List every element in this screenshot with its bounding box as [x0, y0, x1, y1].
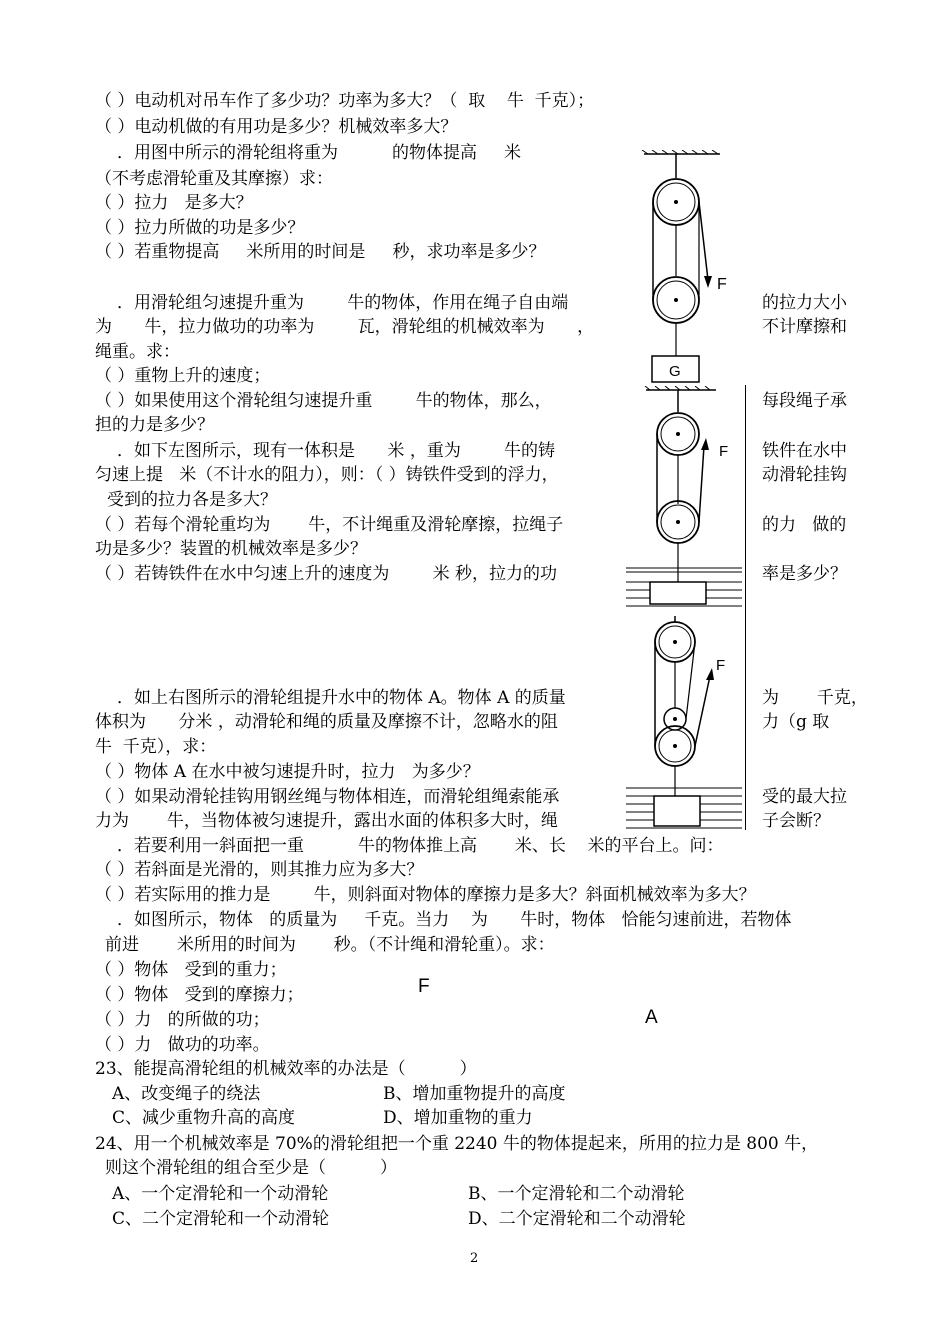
q2-part2: （ ）拉力所做的功是多少？ [95, 218, 305, 238]
page-number: 2 [470, 1251, 479, 1266]
q5-part2-right: 受的最大拉 [762, 787, 847, 807]
pulley-figure-2 [620, 386, 745, 616]
q4-part3: （ ）若铸铁件在水中匀速上升的速度为 米 秒，拉力的功 [95, 564, 558, 584]
q23-option-d: D、增加重物的重力 [383, 1108, 533, 1128]
q24-option-b: B、一个定滑轮和二个动滑轮 [468, 1184, 685, 1204]
q4-stem-line2-right: 动滑轮挂钩 [762, 465, 847, 485]
q2-stem: ．用图中所示的滑轮组将重为 的物体提高 米 [117, 143, 522, 163]
q7-force-label: F [418, 976, 430, 997]
q5-part2: （ ）如果动滑轮挂钩用钢丝绳与物体相连，而滑轮组绳索能承 [95, 787, 560, 807]
q3-stem-line2-right: 不计摩擦和 [762, 317, 847, 337]
q23-option-c: C、减少重物升高的高度 [112, 1108, 296, 1128]
fig3-force-label: F [716, 657, 726, 674]
q24-option-c: C、二个定滑轮和一个动滑轮 [112, 1209, 330, 1229]
q6-stem: ．若要利用一斜面把一重 牛的物体推上高 米、长 米的平台上。问： [117, 836, 724, 856]
q5-part2-cont-right: 子会断？ [762, 811, 830, 831]
q7-stem-line2: 前进 米所用的时间为 秒。（不计绳和滑轮重）。求： [105, 935, 555, 955]
q2-part1: （ ）拉力 是多大？ [95, 193, 253, 213]
q7-object-label: A [645, 1007, 658, 1028]
q7-part1: （ ）物体 受到的重力； [95, 960, 287, 980]
q3-part2-cont: 担的力是多少？ [95, 415, 214, 435]
q4-stem: ．如下左图所示，现有一体积是 米 ，重为 牛的铸 [117, 441, 556, 461]
q24-option-d: D、二个定滑轮和二个动滑轮 [468, 1209, 686, 1229]
q7-stem: ．如图所示，物体 的质量为 千克。当力 为 牛时，物体 恰能匀速前进，若物体 [117, 910, 792, 930]
q4-stem-line2: 匀速上提 米（不计水的阻力），则：（ ）铸铁件受到的浮力， [95, 465, 559, 485]
column-divider [745, 385, 746, 830]
q3-stem-right: 的拉力大小 [762, 293, 847, 313]
q5-stem-line2-right: 力（g 取 [762, 712, 830, 732]
q5-part1: （ ）物体 A 在水中被匀速提升时，拉力 为多少？ [95, 762, 480, 782]
q2-part3: （ ）若重物提高 米所用的时间是 秒，求功率是多少？ [95, 242, 546, 262]
q4-stem-line3: 受到的拉力各是多大？ [107, 490, 277, 510]
q2-stem-cont: （不考虑滑轮重及其摩擦）求： [95, 169, 333, 189]
q23-option-a: A、改变绳子的绕法 [112, 1084, 261, 1104]
q5-part2-cont: 力为 牛，当物体被匀速提升，露出水面的体积多大时，绳 [95, 811, 558, 831]
q4-part3-right: 率是多少？ [762, 564, 847, 584]
q3-part1: （ ）重物上升的速度； [95, 366, 271, 386]
q23-option-b: B、增加重物提升的高度 [383, 1084, 566, 1104]
fig1-force-label: F [717, 276, 727, 293]
q3-part2-right: 每段绳子承 [762, 391, 847, 411]
q24-option-a: A、一个定滑轮和一个动滑轮 [112, 1184, 329, 1204]
q1-part2: （ ）电动机做的有用功是多少？机械效率多大？ [95, 117, 458, 137]
q5-stem-right: 为 千克， [762, 688, 868, 708]
q4-part2-cont: 功是多少？装置的机械效率是多少？ [95, 539, 367, 559]
fig1-weight-label: G [669, 363, 681, 380]
q24-stem: 24、用一个机械效率是 70%的滑轮组把一个重 2240 牛的物体提起来，所用的拉力是 800 牛， [95, 1134, 819, 1154]
q6-part1: （ ）若斜面是光滑的，则其推力应为多大？ [95, 860, 424, 880]
q4-part2: （ ）若每个滑轮重均为 牛，不计绳重及滑轮摩擦，拉绳子 [95, 515, 564, 535]
q7-part3: （ ）力 的所做的功； [95, 1010, 270, 1030]
pulley-figure-1 [636, 150, 726, 390]
pulley-figure-3 [620, 616, 745, 836]
q6-part2: （ ）若实际用的推力是 牛，则斜面对物体的摩擦力是多大？斜面机械效率为多大？ [95, 885, 756, 905]
fig2-force-label: F [719, 443, 729, 460]
q23-stem: 23、能提高滑轮组的机械效率的办法是（ ） [95, 1059, 477, 1079]
q3-part2: （ ）如果使用这个滑轮组匀速提升重 牛的物体，那么， [95, 391, 552, 411]
q3-stem-line2: 为 牛，拉力做功的功率为 瓦，滑轮组的机械效率为 ， [95, 317, 595, 337]
q4-part2-right: 的力 做的 [762, 515, 847, 535]
q3-stem-line3: 绳重。求： [95, 342, 180, 362]
q5-stem-line3: 牛 千克），求： [95, 737, 217, 757]
q5-stem-line2: 体积为 分米 ，动滑轮和绳的质量及摩擦不计，忽略水的阻 [95, 712, 558, 732]
q24-stem-line2: 则这个滑轮组的组合至少是（ ） [105, 1158, 398, 1178]
q1-part1: （ ）电动机对吊车作了多少功？功率为多大？（ 取 牛 千克）； [95, 91, 595, 111]
q5-stem: ．如上右图所示的滑轮组提升水中的物体 A。物体 A 的质量 [117, 688, 566, 708]
q3-stem: ．用滑轮组匀速提升重为 牛的物体，作用在绳子自由端 [117, 293, 569, 313]
q7-part4: （ ）力 做功的功率。 [95, 1035, 270, 1055]
q7-part2: （ ）物体 受到的摩擦力； [95, 985, 304, 1005]
q4-stem-right: 铁件在水中 [762, 441, 847, 461]
